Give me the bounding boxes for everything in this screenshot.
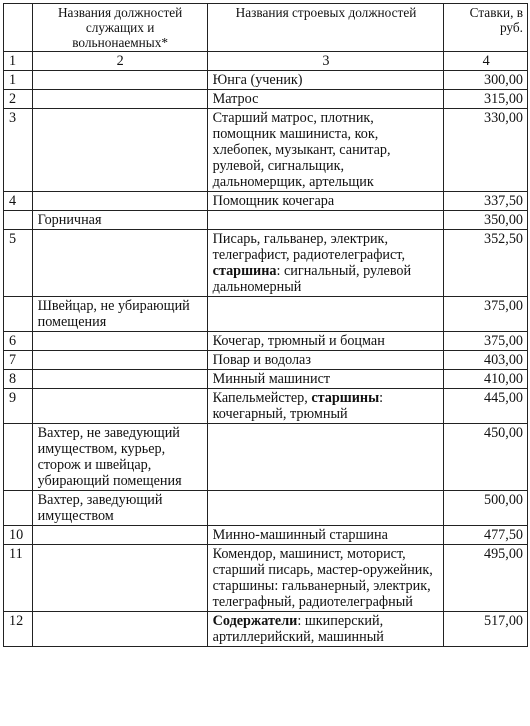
table-row [4,491,528,526]
row-number: 10 [4,526,33,545]
row-number: 4 [4,192,33,211]
rank-position: Комендор, машинист, моторист, старший писарь, мастер-оружейник, старшины: гальванерный, электрик, телеграфный, радиотелеграфный [207,545,444,612]
staff-position [32,109,207,192]
rank-position [207,424,444,491]
rank-bold-term: Содержатели [212,613,298,629]
table-row [4,230,528,297]
table-row [4,109,528,192]
rank-position [207,230,444,297]
rate-value: 337,50 [444,192,528,211]
rank-text: Капельмейстер, [212,390,308,406]
rank-position: Старший матрос, плотник, помощник машиниста, кок, хлебопек, музыкант, санитар, рулевой, сигнальщик, дальномерщик, артельщик [207,109,444,192]
staff-position [32,332,207,351]
rank-text: Писарь, гальванер, электрик, телеграфист, радиотелеграфист, [212,231,405,263]
rank-position: Матрос [207,90,444,109]
rate-value: 410,00 [444,370,528,389]
table-row [4,612,528,647]
table-row [4,332,528,351]
column-number: 3 [207,52,444,71]
row-number: 12 [4,612,33,647]
rank-position: Минный машинист [207,370,444,389]
rank-position [207,612,444,647]
staff-position [32,230,207,297]
table-row [4,389,528,424]
rank-position [207,491,444,526]
staff-position [32,71,207,90]
staff-position [32,192,207,211]
table-row [4,192,528,211]
column-number: 1 [4,52,33,71]
header-staff-positions: Названия должностей служащих и вольнонаемных* [32,4,207,52]
table-row [4,526,528,545]
rate-value: 315,00 [444,90,528,109]
row-number: 2 [4,90,33,109]
column-numbers-row [4,52,528,71]
rank-text: : сигнальный, рулевой дальномерный [212,263,412,295]
staff-position [32,545,207,612]
row-number: 9 [4,389,33,424]
rate-value: 352,50 [444,230,528,297]
staff-position: Вахтер, заведующий имуществом [32,491,207,526]
rate-value: 477,50 [444,526,528,545]
table-row [4,297,528,332]
table-row [4,370,528,389]
staff-position [32,526,207,545]
staff-position: Вахтер, не заведующий имуществом, курьер, сторож и швейцар, убирающий помещения [32,424,207,491]
row-number [4,424,33,491]
rank-position: Помощник кочегара [207,192,444,211]
table-row [4,90,528,109]
rank-bold-term: старшины [311,390,380,406]
row-number: 1 [4,71,33,90]
rate-value: 375,00 [444,297,528,332]
rate-value: 403,00 [444,351,528,370]
column-number: 4 [444,52,528,71]
row-number: 3 [4,109,33,192]
rank-position [207,389,444,424]
rate-value: 445,00 [444,389,528,424]
staff-position [32,612,207,647]
rank-position: Повар и водолаз [207,351,444,370]
staff-position [32,370,207,389]
rate-value: 350,00 [444,211,528,230]
table-row [4,545,528,612]
rank-position [207,297,444,332]
row-number [4,297,33,332]
rank-position: Кочегар, трюмный и боцман [207,332,444,351]
staff-position [32,351,207,370]
row-number: 11 [4,545,33,612]
staff-position: Горничная [32,211,207,230]
header-number [4,4,33,52]
rank-position [207,211,444,230]
pay-rates-table [3,3,528,647]
staff-position: Швейцар, не убирающий помещения [32,297,207,332]
staff-position [32,389,207,424]
header-rank-positions: Названия строевых должностей [207,4,444,52]
row-number [4,211,33,230]
row-number: 6 [4,332,33,351]
row-number: 5 [4,230,33,297]
row-number [4,491,33,526]
rate-value: 300,00 [444,71,528,90]
rate-value: 495,00 [444,545,528,612]
row-number: 8 [4,370,33,389]
rank-text: : кочегарный, трюмный [212,390,384,422]
staff-position [32,90,207,109]
rank-position: Юнга (ученик) [207,71,444,90]
rate-value: 500,00 [444,491,528,526]
rank-bold-term: старшина [212,263,277,279]
rank-text: : шкиперский, артиллерийский, машинный [212,613,384,645]
table-row [4,211,528,230]
rank-position: Минно-машинный старшина [207,526,444,545]
header-rates: Ставки, в руб. [444,4,528,52]
table-row [4,351,528,370]
rate-value: 330,00 [444,109,528,192]
row-number: 7 [4,351,33,370]
rate-value: 375,00 [444,332,528,351]
table-row [4,71,528,90]
rate-value: 450,00 [444,424,528,491]
rate-value: 517,00 [444,612,528,647]
column-number: 2 [32,52,207,71]
table-row [4,424,528,491]
header-row [4,4,528,52]
